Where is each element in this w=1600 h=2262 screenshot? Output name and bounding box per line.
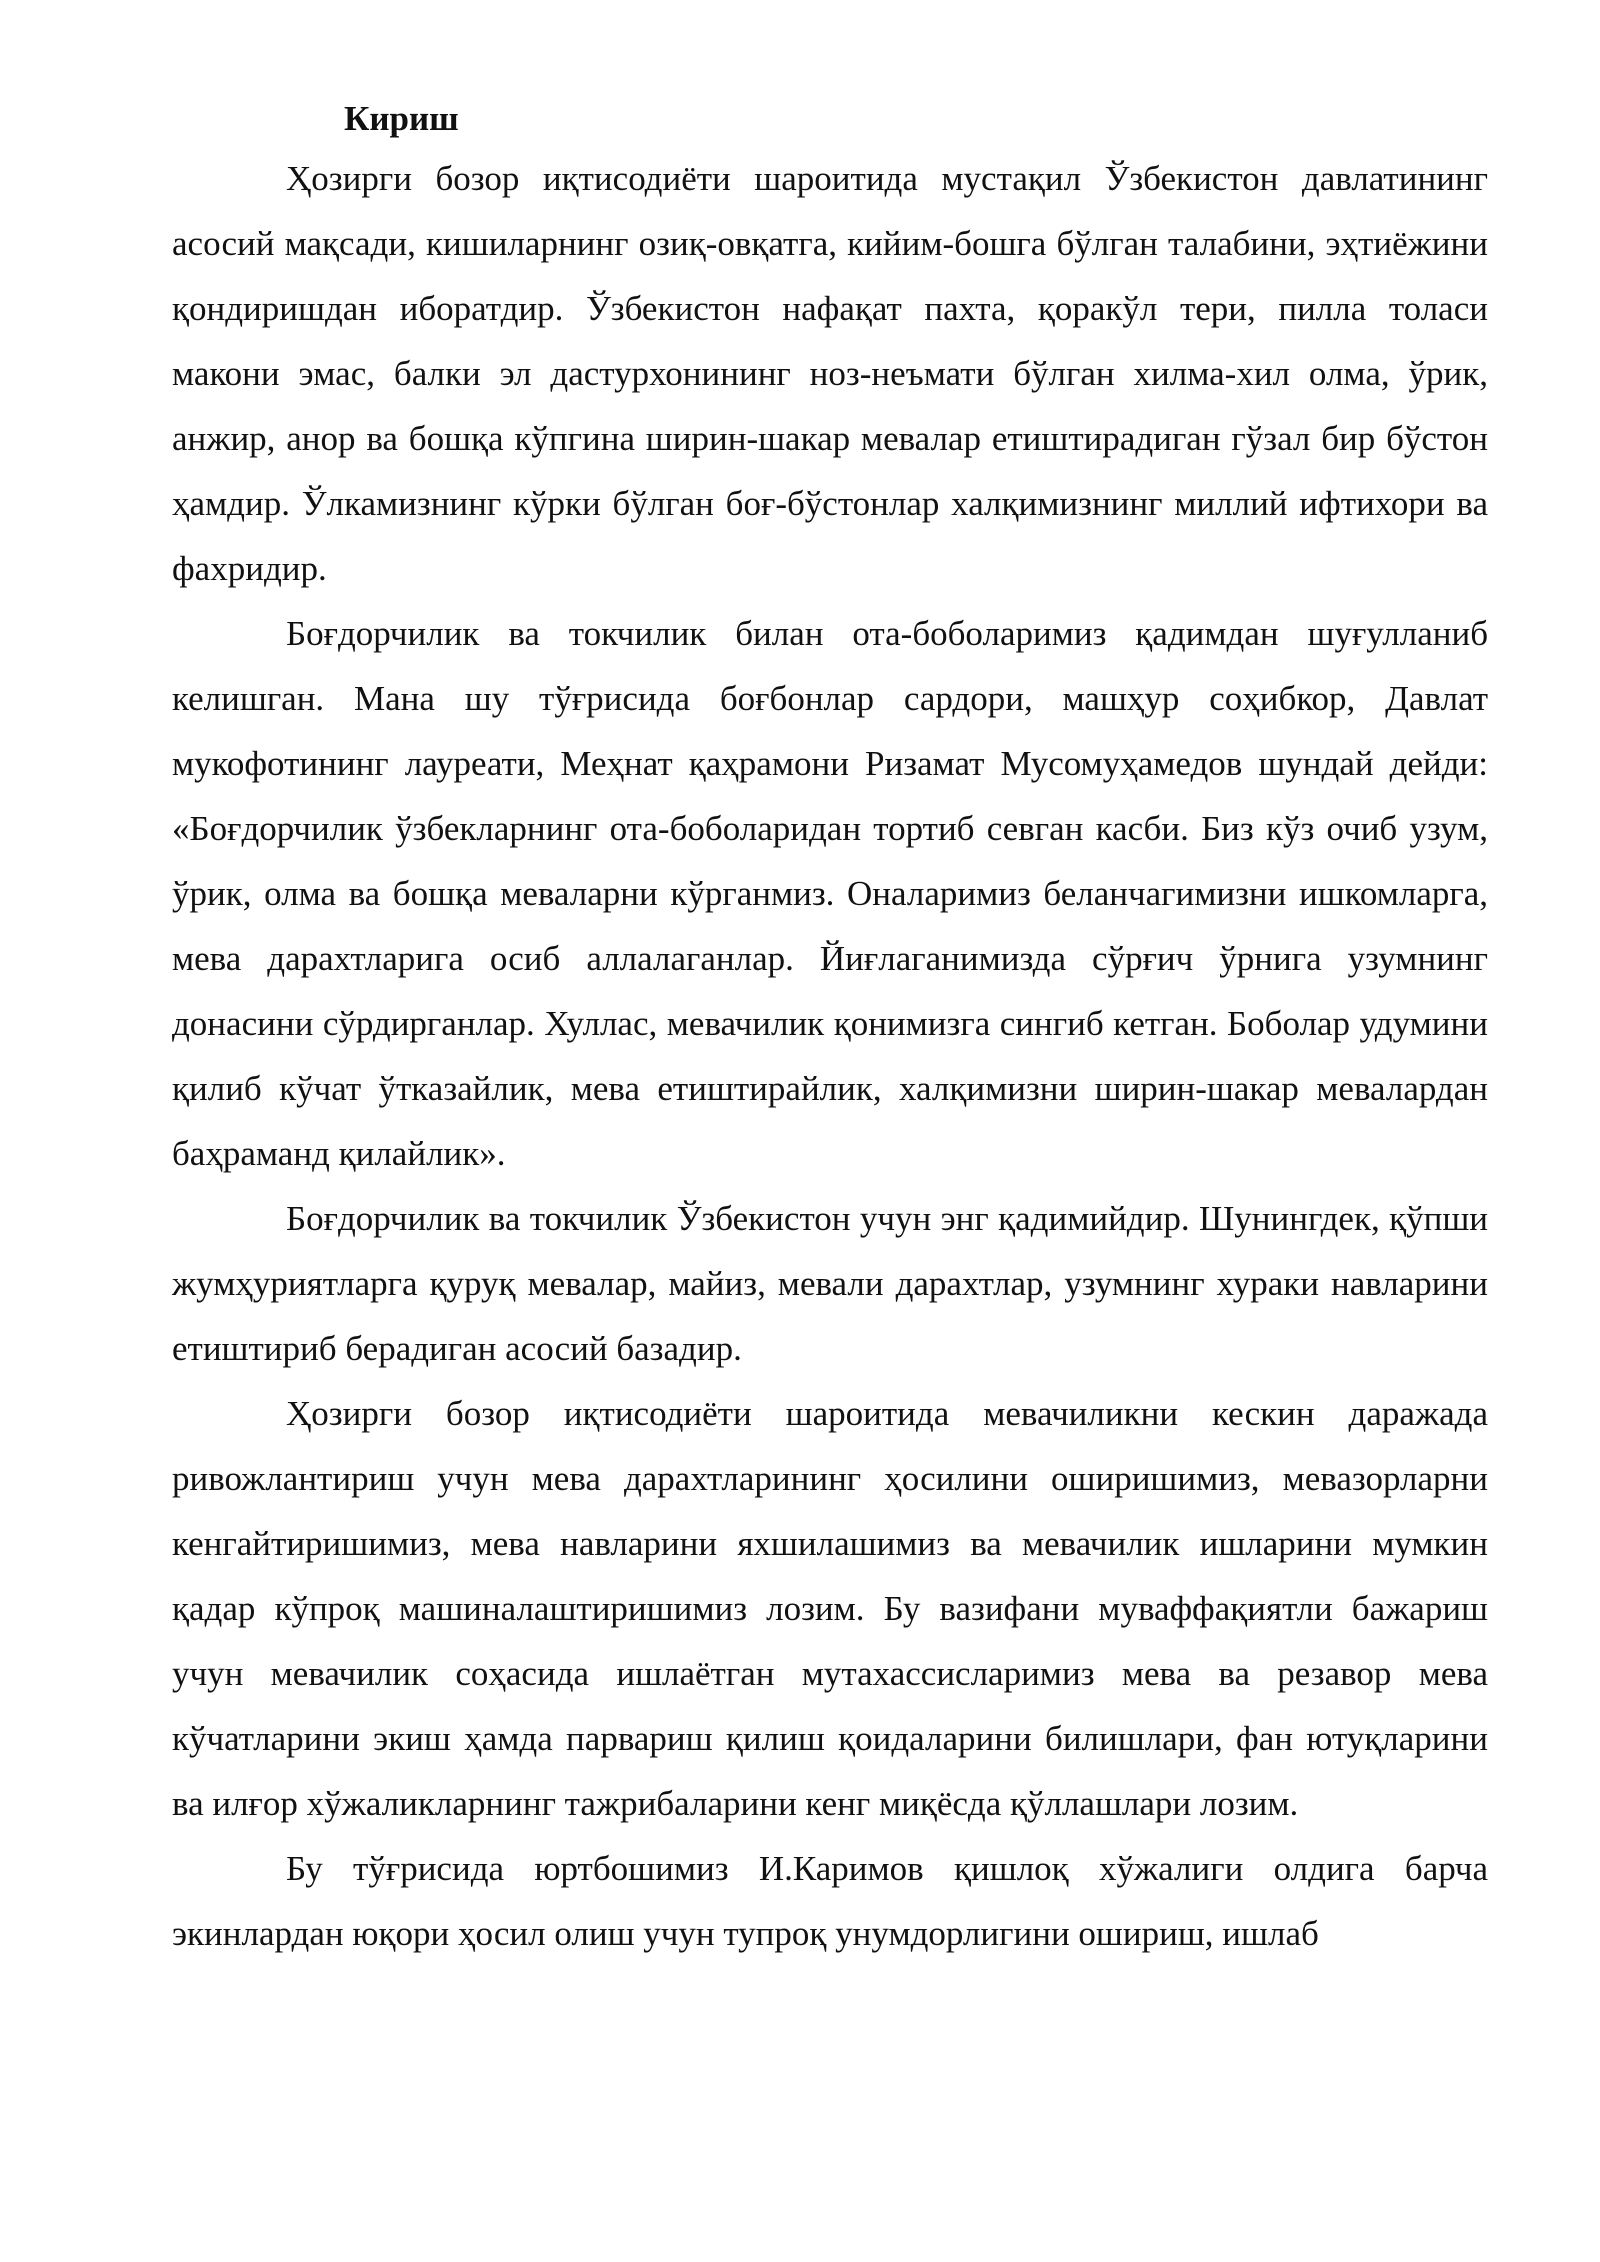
paragraph-intro: Ҳозирги бозор иқтисодиёти шароитида мустақил Ўзбекистон давлатининг асосий мақсади, кишиларнинг озиқ-овқатга, кийим-бошга бўлган талабини, эҳтиёжини қондиришдан иборатдир. Ўзбекистон нафақат пахта, қоракўл тери, пилла толаси макони эмас, балки эл дастурхонининг ноз-неъмати бўлган хилма-хил олма, ўрик, анжир, анор ва бошқа кўпгина ширин-шакар мевалар етиштирадиган гўзал бир бўстон ҳамдир. Ўлкамизнинг кўрки бўлган боғ-бўстонлар халқимизнинг миллий ифтихори ва фахридир.: [172, 159, 1488, 588]
paragraph-importance: Боғдорчилик ва токчилик Ўзбекистон учун энг қадимийдир. Шунингдек, қўпши жумҳуриятларга қуруқ мевалар, майиз, мевали дарахтлар, узумнинг хураки навларини етиштириб берадиган асосий базадир.: [172, 1199, 1488, 1368]
paragraph-development: Ҳозирги бозор иқтисодиёти шароитида мевачиликни кескин даражада ривожлантириш учун мева дарахтларининг ҳосилини оширишимиз, мевазорларни кенгайтиришимиз, мева навларини яхшилашимиз ва мевачилик ишларини мумкин қадар кўпроқ машиналаштиришимиз лозим. Бу вазифани муваффақиятли бажариш учун мевачилик соҳасида ишлаётган мутахассисларимиз мева ва резавор мева кўчатларини экиш ҳамда парвариш қилиш қоидаларини билишлари, фан ютуқларини ва илғор хўжаликларнинг тажрибаларини кенг миқёсда қўллашлари лозим.: [172, 1394, 1488, 1823]
paragraph-continuation: Бу тўғрисида юртбошимиз И.Каримов қишлоқ хўжалиги олдига барча экинлардан юқори ҳосил олиш учун тупроқ унумдорлигини ошириш, ишлаб: [172, 1849, 1488, 1953]
paragraph-quote: Боғдорчилик ва токчилик билан ота-боболаримиз қадимдан шуғулланиб келишган. Мана шу тўғрисида боғбонлар сардори, машҳур соҳибкор, Давлат мукофотининг лауреати, Меҳнат қаҳрамони Ризамат Мусомуҳамедов шундай дейди: «Боғдорчилик ўзбекларнинг ота-боболаридан тортиб севган касби. Биз кўз очиб узум, ўрик, олма ва бошқа меваларни кўрганмиз. Оналаримиз беланчагимизни ишкомларга, мева дарахтларига осиб аллалаганлар. Йиғлаганимизда сўрғич ўрнига узумнинг донасини сўрдирганлар. Хуллас, мевачилик қонимизга сингиб кетган. Боболар удумини қилиб кўчат ўтказайлик, мева етиштирайлик, халқимизни ширин-шакар мевалардан баҳраманд қилайлик».: [172, 614, 1488, 1173]
section-heading: Кириш: [344, 99, 459, 138]
document-body: [172, 92, 1488, 1966]
